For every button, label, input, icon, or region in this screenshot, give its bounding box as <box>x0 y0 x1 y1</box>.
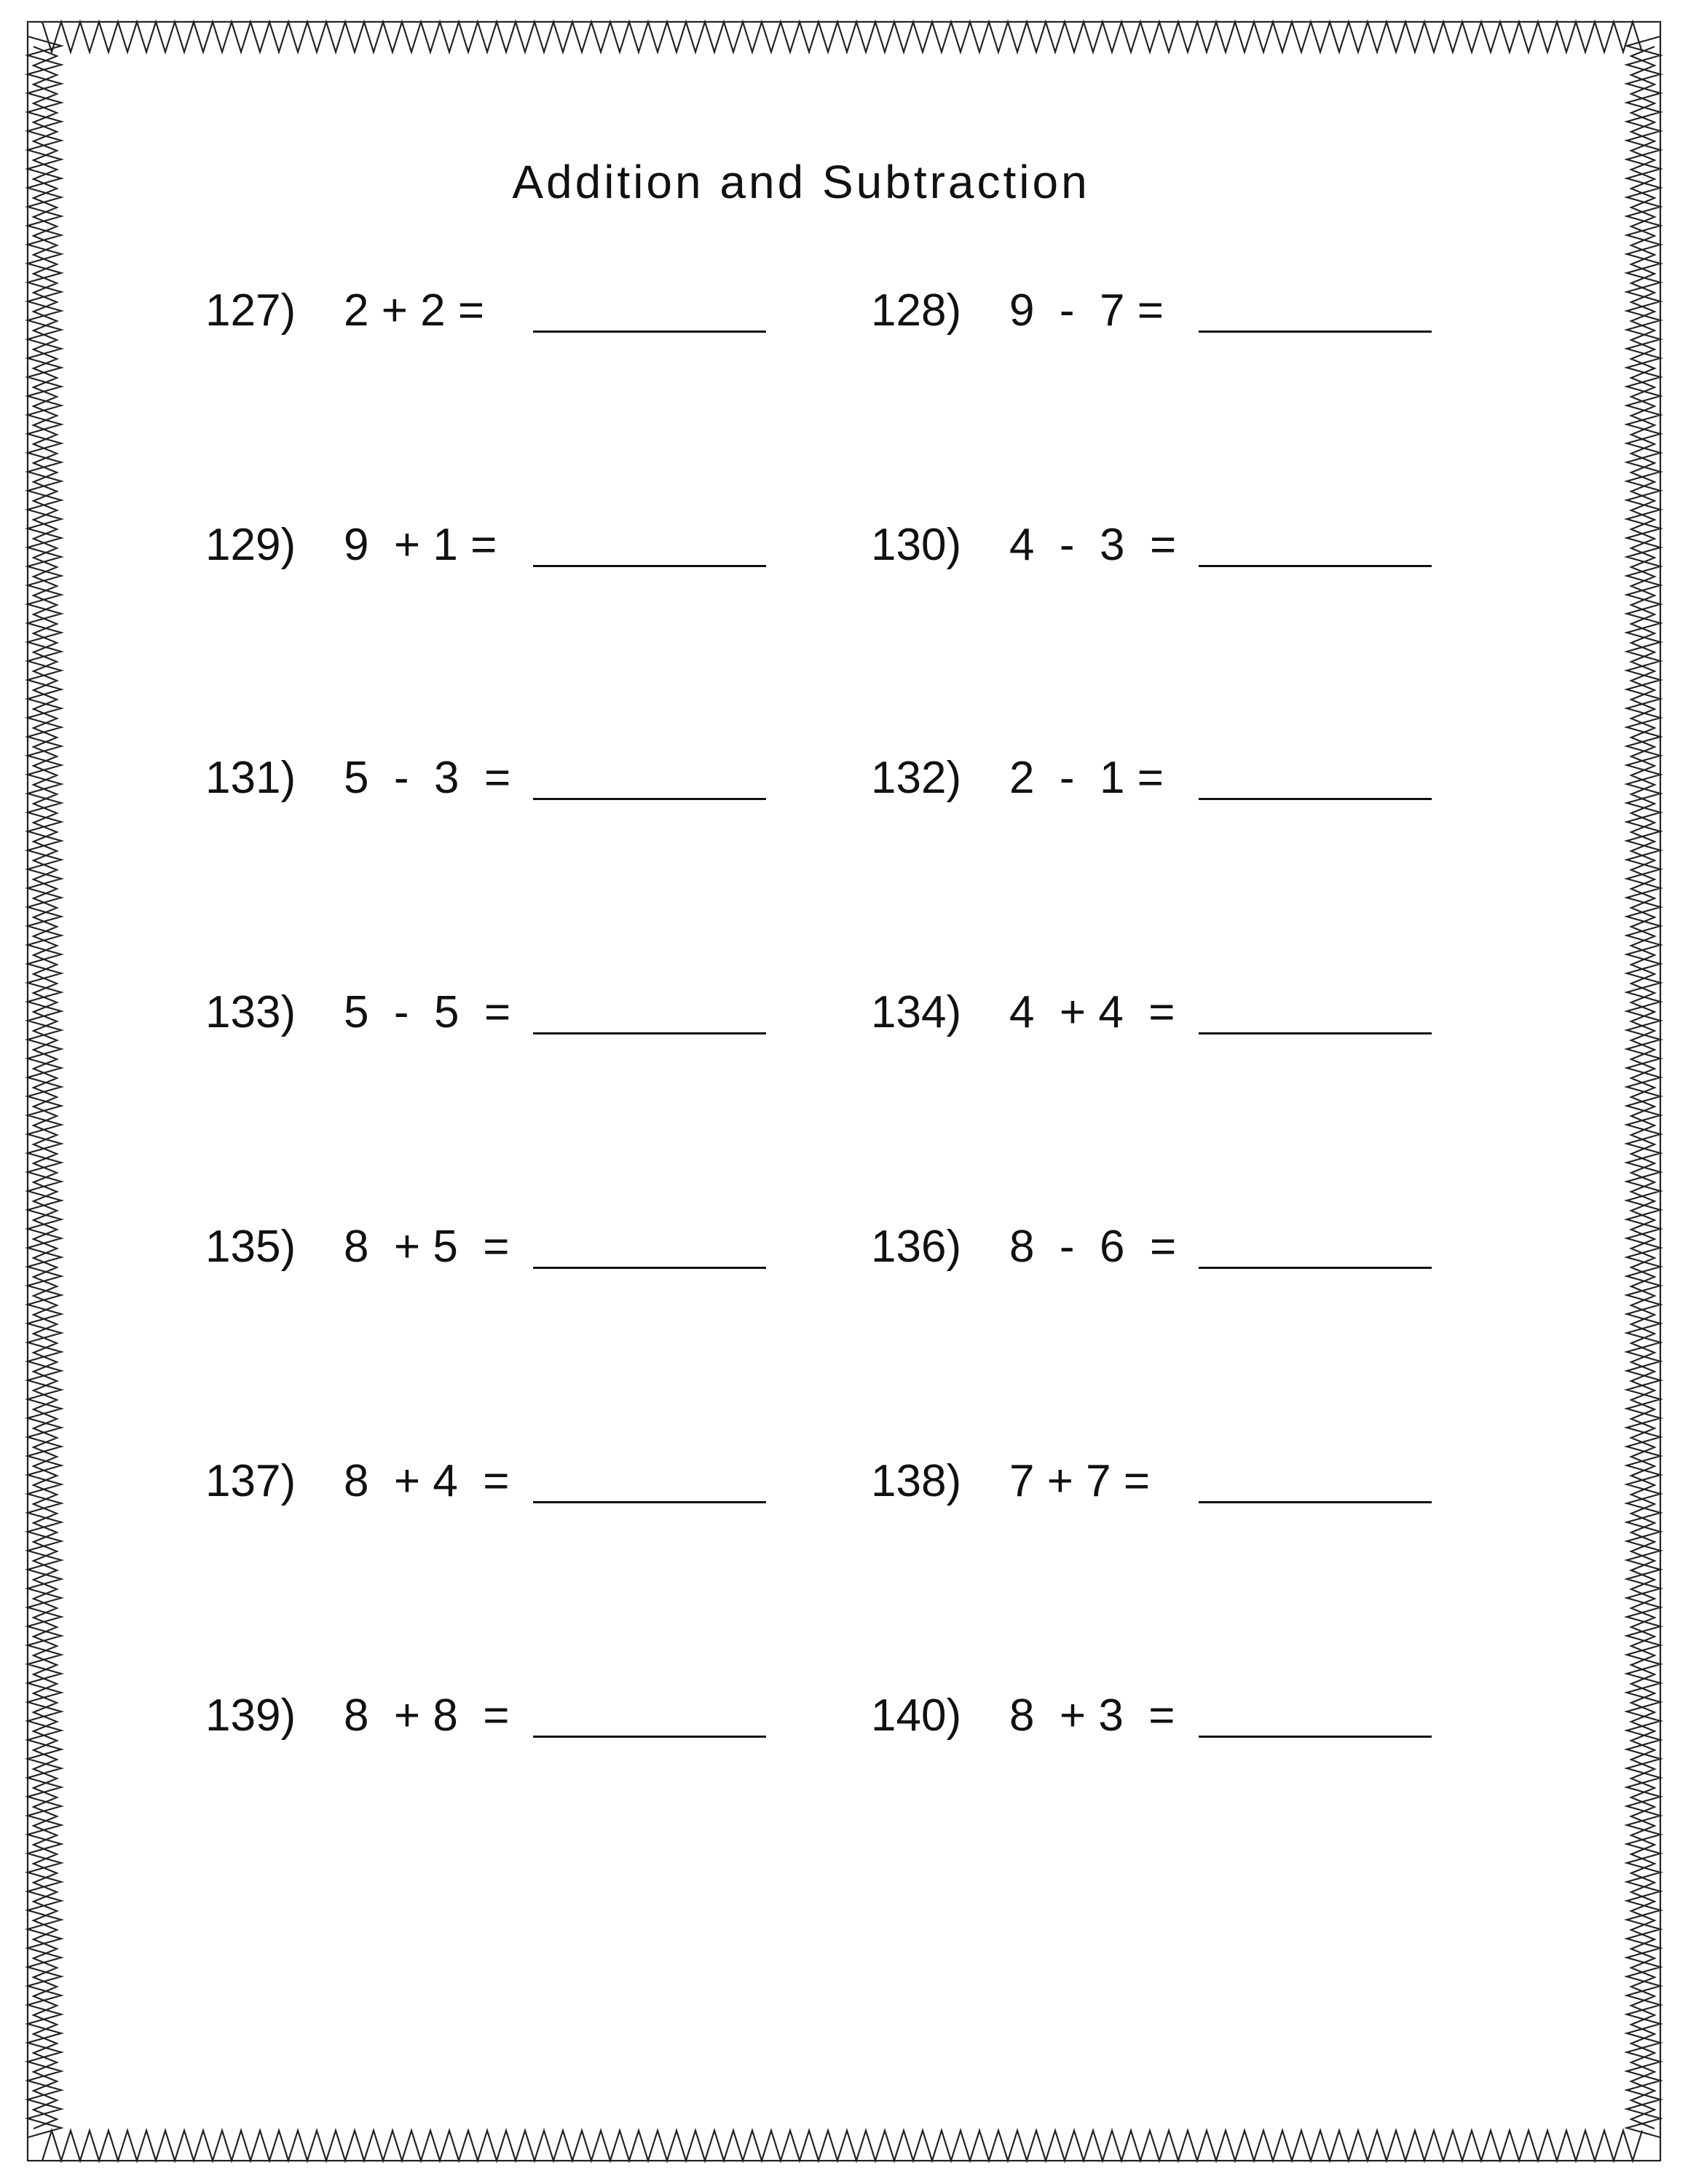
answer-blank[interactable] <box>1199 1267 1432 1269</box>
problem-item <box>871 513 1439 578</box>
problem-item <box>205 745 773 811</box>
answer-blank[interactable] <box>1199 798 1432 800</box>
answer-blank[interactable] <box>533 1501 766 1503</box>
problem-expression: 8 - 6 = <box>1009 1222 1177 1272</box>
problem-expression: 9 - 7 = <box>1009 285 1164 336</box>
answer-blank[interactable] <box>533 565 766 567</box>
problem-expression: 8 + 3 = <box>1009 1690 1175 1741</box>
problem-expression: 4 + 4 = <box>1009 987 1175 1037</box>
answer-blank[interactable] <box>1199 1032 1432 1034</box>
problem-number: 134) <box>871 987 962 1037</box>
answer-blank[interactable] <box>533 1267 766 1269</box>
answer-blank[interactable] <box>533 1736 766 1738</box>
border-bottom-zigzag <box>42 2131 1642 2161</box>
problem-expression: 8 + 4 = <box>344 1456 510 1506</box>
problem-item <box>871 278 1439 344</box>
problem-number: 135) <box>205 1222 296 1272</box>
problem-expression: 5 - 3 = <box>344 753 511 803</box>
problem-number: 131) <box>205 753 296 803</box>
problem-item <box>871 745 1439 811</box>
answer-blank[interactable] <box>533 331 766 333</box>
answer-blank[interactable] <box>533 798 766 800</box>
problem-item <box>205 980 773 1045</box>
answer-blank[interactable] <box>1199 1736 1432 1738</box>
problem-item <box>205 513 773 578</box>
page-title: Addition and Subtraction <box>512 156 1090 208</box>
problem-expression: 8 + 5 = <box>344 1222 510 1272</box>
problem-number: 128) <box>871 285 962 336</box>
problem-item <box>871 1214 1439 1280</box>
problem-number: 127) <box>205 285 296 336</box>
problem-item <box>205 1683 773 1749</box>
answer-blank[interactable] <box>1199 1501 1432 1503</box>
border-right-zigzag-inner <box>1631 47 1655 2129</box>
border-left-zigzag <box>28 36 61 2137</box>
problem-expression: 2 - 1 = <box>1009 753 1164 803</box>
border-top-zigzag <box>42 22 1642 52</box>
problem-item <box>205 278 773 344</box>
problem-item <box>871 1449 1439 1514</box>
problem-expression: 8 + 8 = <box>344 1690 510 1741</box>
problem-number: 138) <box>871 1456 962 1506</box>
answer-blank[interactable] <box>1199 565 1432 567</box>
border-right-zigzag <box>1627 36 1660 2137</box>
problem-number: 129) <box>205 520 296 570</box>
problem-expression: 9 + 1 = <box>344 520 497 570</box>
problem-number: 136) <box>871 1222 962 1272</box>
problem-number: 130) <box>871 520 962 570</box>
problem-number: 133) <box>205 987 296 1037</box>
problem-item <box>871 1683 1439 1749</box>
problem-item <box>871 980 1439 1045</box>
problem-item <box>205 1214 773 1280</box>
problem-expression: 4 - 3 = <box>1009 520 1177 570</box>
border-left-zigzag-inner <box>33 47 57 2129</box>
problem-item <box>205 1449 773 1514</box>
problem-expression: 7 + 7 = <box>1009 1456 1151 1506</box>
problem-number: 132) <box>871 753 962 803</box>
answer-blank[interactable] <box>533 1032 766 1034</box>
problem-number: 140) <box>871 1690 962 1741</box>
problem-expression: 2 + 2 = <box>344 285 485 336</box>
problem-number: 139) <box>205 1690 296 1741</box>
problem-number: 137) <box>205 1456 296 1506</box>
answer-blank[interactable] <box>1199 331 1432 333</box>
problem-expression: 5 - 5 = <box>344 987 511 1037</box>
